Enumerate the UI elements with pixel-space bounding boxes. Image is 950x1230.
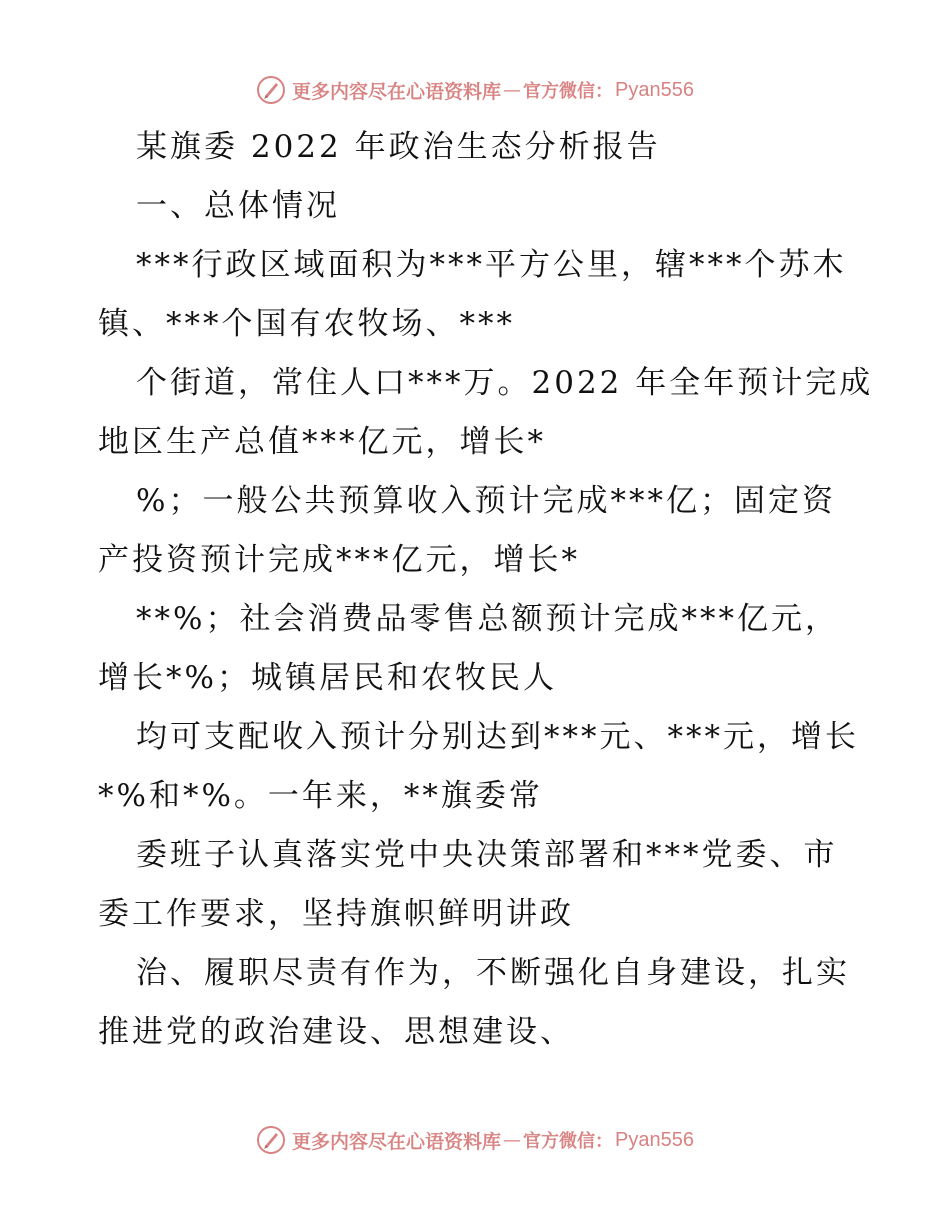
watermark-label: 官方微信：	[523, 1131, 614, 1152]
watermark-id: Pyan556	[615, 1128, 694, 1151]
watermark-id: Pyan556	[615, 78, 694, 101]
watermark-separator: —	[503, 79, 522, 101]
text-line: 个街道，常住人口***万。2022 年全年预计完成	[136, 365, 874, 401]
watermark-main-text: 更多内容尽在心语资料库	[292, 1130, 502, 1153]
document-body	[98, 118, 874, 1062]
text-line: 增长*%；城镇居民和农牧民人	[98, 660, 557, 696]
text-line: 治、履职尽责有作为，不断强化自身建设，扎实	[136, 955, 850, 991]
watermark-label: 官方微信：	[523, 81, 614, 102]
text-line: 委工作要求，坚持旗帜鲜明讲政	[98, 896, 574, 932]
watermark-separator: —	[503, 1129, 522, 1151]
text-line: 均可支配收入预计分别达到***元、***元，增长	[136, 719, 859, 755]
text-line: *%和*%。一年来，**旗委常	[98, 778, 543, 814]
text-line: 推进党的政治建设、思想建设、	[98, 1014, 574, 1050]
document-title: 某旗委 2022 年政治生态分析报告	[136, 129, 661, 165]
text-line: ***行政区域面积为***平方公里，辖***个苏木	[136, 247, 847, 283]
quill-pen-logo-icon	[256, 1125, 286, 1155]
quill-pen-logo-icon	[256, 75, 286, 105]
section-heading: 一、总体情况	[136, 188, 340, 224]
watermark-header	[0, 70, 950, 110]
text-line: 镇、***个国有农牧场、***	[98, 306, 515, 342]
watermark-footer	[0, 1120, 950, 1160]
text-line: 地区生产总值***亿元，增长*	[98, 424, 546, 460]
text-line: %；一般公共预算收入预计完成***亿；固定资	[136, 483, 836, 519]
watermark-main-text: 更多内容尽在心语资料库	[292, 80, 502, 103]
text-line: 委班子认真落实党中央决策部署和***党委、市	[136, 837, 838, 873]
text-line: 产投资预计完成***亿元，增长*	[98, 542, 580, 578]
text-line: **%；社会消费品零售总额预计完成***亿元，	[136, 601, 839, 637]
